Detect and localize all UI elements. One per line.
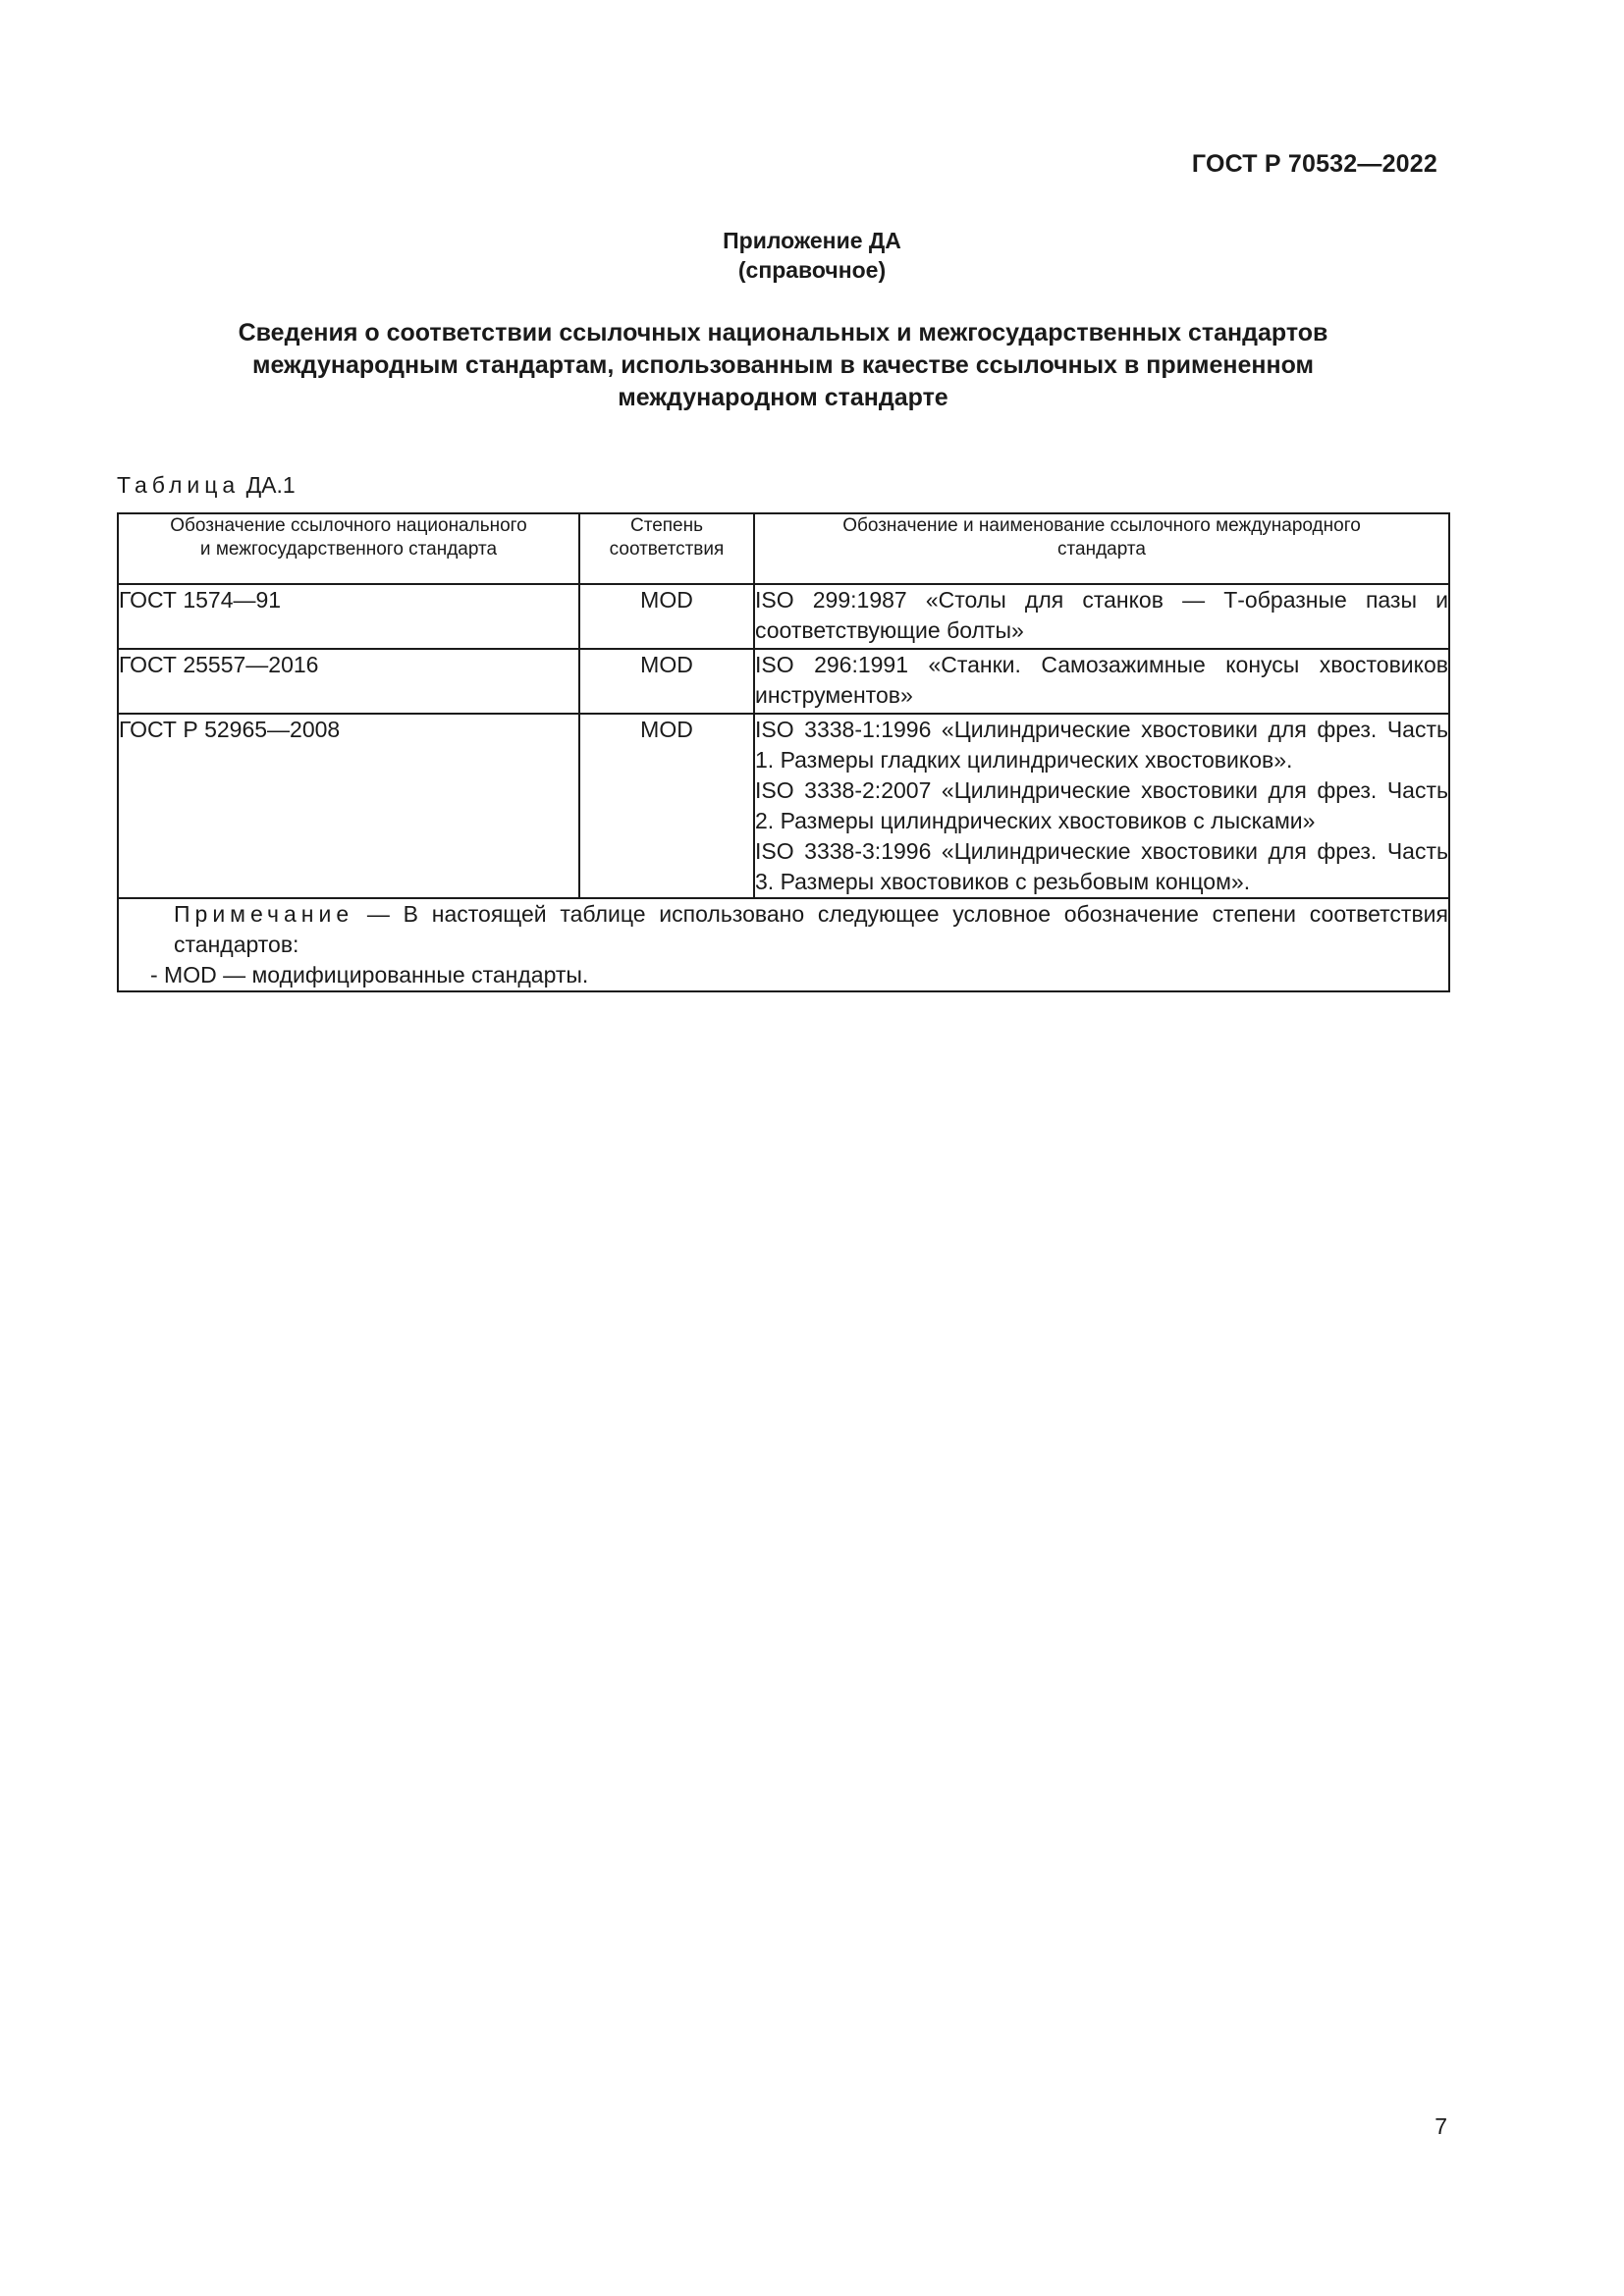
header-col1-line2: и межгосударственного стандарта	[199, 539, 498, 560]
header-degree	[579, 513, 754, 584]
title-line-1: Сведения о соответствии ссылочных национальных и межгосударственных стандартов	[238, 319, 1328, 347]
table-header-row	[118, 513, 1449, 584]
cell-standard: ГОСТ 1574—91	[118, 584, 579, 649]
intl-standard-entry: ISO 3338-1:1996 «Цилиндрические хвостовики для фрез. Часть 1. Размеры гладких цилиндрических хвостовиков».	[755, 717, 1448, 773]
cell-degree: MOD	[579, 584, 754, 649]
header-col1-line1: Обозначение ссылочного национального	[170, 515, 527, 536]
reference-standards-table	[117, 512, 1450, 992]
appendix-subtitle: (справочное)	[737, 257, 887, 283]
document-code: ГОСТ Р 70532—2022	[1191, 150, 1437, 178]
appendix-title: Приложение ДА	[723, 228, 901, 253]
intl-standard-entry: ISO 3338-2:2007 «Цилиндрические хвостовики для фрез. Часть 2. Размеры цилиндрических хвостовиков с лысками»	[755, 777, 1448, 833]
header-international-standard	[754, 513, 1449, 584]
header-col3-line1: Обозначение и наименование ссылочного международного	[842, 515, 1361, 536]
table-caption	[117, 472, 296, 499]
note-paragraph	[119, 899, 1448, 960]
note-list-item: - MOD — модифицированные стандарты.	[150, 962, 589, 988]
title-line-3: международном стандарте	[618, 384, 948, 411]
table-note-row	[118, 898, 1449, 991]
table-caption-number: ДА.1	[245, 472, 296, 498]
intl-standard-entry: ISO 3338-3:1996 «Цилиндрические хвостовики для фрез. Часть 3. Размеры хвостовиков с резьбовым концом».	[755, 838, 1448, 894]
appendix-heading	[0, 226, 1624, 285]
cell-international: ISO 299:1987 «Столы для станков — Т-образные пазы и соответствующие болты»	[754, 584, 1449, 649]
cell-degree: MOD	[579, 649, 754, 714]
header-col3-line2: стандарта	[1057, 539, 1146, 560]
table-row	[118, 714, 1449, 898]
cell-international	[754, 714, 1449, 898]
table-row	[118, 584, 1449, 649]
title-line-2: международным стандартам, использованным в качестве ссылочных в примененном	[251, 351, 1315, 379]
header-col2-line1: Степень	[629, 515, 704, 536]
cell-standard: ГОСТ Р 52965—2008	[118, 714, 579, 898]
page-number: 7	[1435, 2113, 1447, 2139]
table-row	[118, 649, 1449, 714]
table-note	[118, 898, 1449, 991]
note-text: — В настоящей таблице использовано следующее условное обозначение степени соответствия стандартов:	[174, 901, 1448, 957]
header-national-standard	[118, 513, 579, 584]
cell-standard: ГОСТ 25557—2016	[118, 649, 579, 714]
table-caption-word: Таблица	[117, 472, 241, 498]
cell-international: ISO 296:1991 «Станки. Самозажимные конусы хвостовиков инструментов»	[754, 649, 1449, 714]
page-title	[157, 317, 1409, 414]
note-label: Примечание	[174, 901, 354, 927]
cell-degree: MOD	[579, 714, 754, 898]
header-col2-line2: соответствия	[609, 539, 725, 560]
